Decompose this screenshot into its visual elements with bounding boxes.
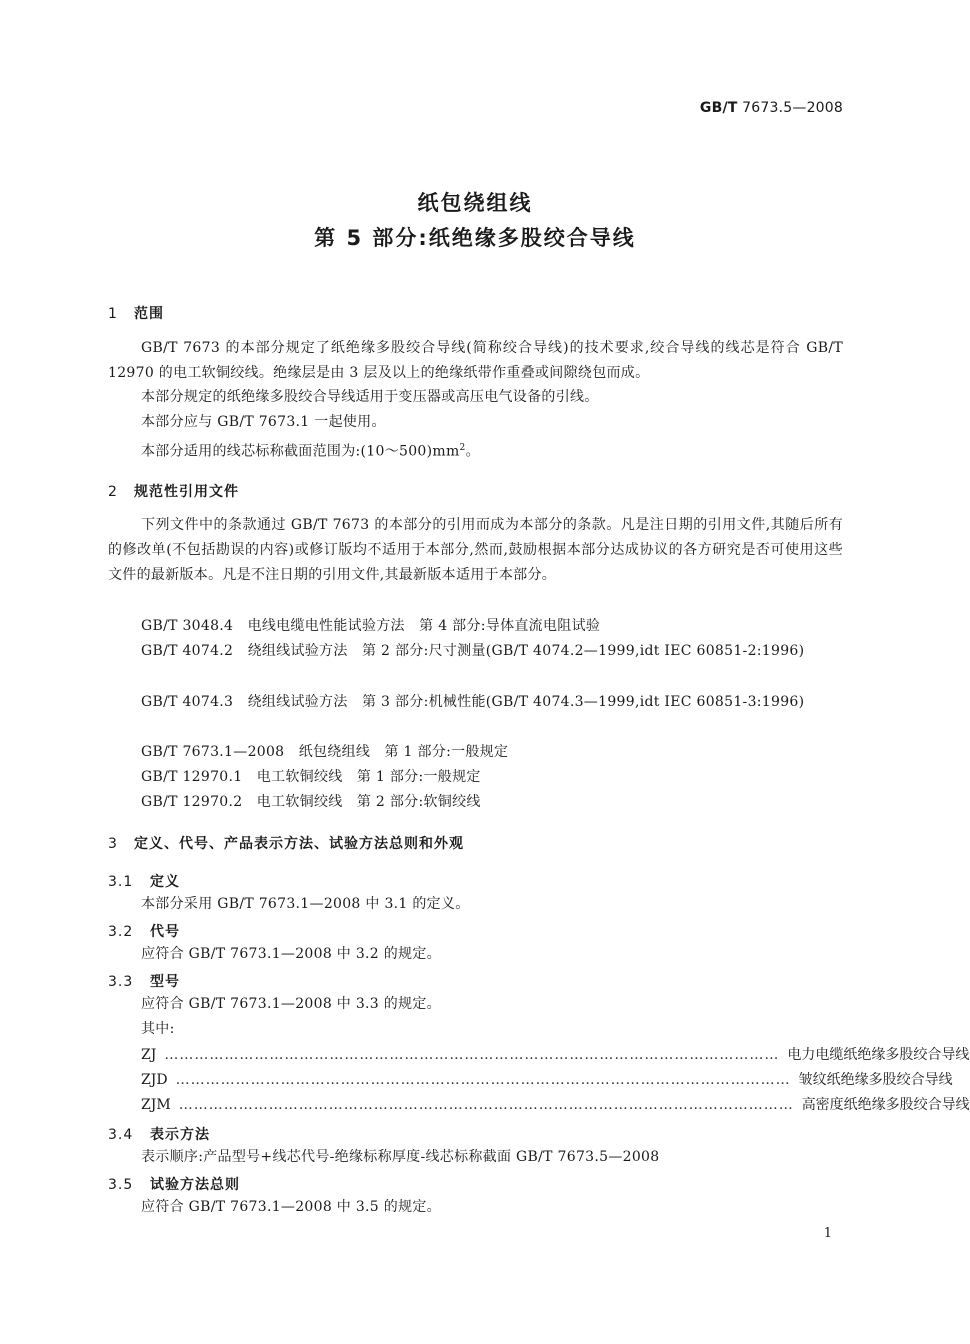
reference-item: GB/T 12970.2 电工软铜绞线 第 2 部分:软铜绞线 <box>141 794 481 810</box>
standard-number: 7673.5—2008 <box>737 100 843 116</box>
reference-item: GB/T 4074.3 绕组线试验方法 第 3 部分:机械性能(GB/T 4074.3—1999,idt IEC 60851-3:1996) <box>141 694 805 710</box>
subsection-3-1-heading <box>108 871 180 891</box>
section-2-heading <box>108 481 239 501</box>
reference-item: GB/T 3048.4 电线电缆电性能试验方法 第 4 部分:导体直流电阻试验 <box>141 618 601 634</box>
subsection-number: 3.3 <box>108 974 134 990</box>
section-1-heading <box>108 303 164 323</box>
section-1-paragraph-3: 本部分应与 GB/T 7673.1 一起使用。 <box>141 414 386 430</box>
type-description: 皱纹纸绝缘多股绞合导线 <box>798 1072 953 1088</box>
subsection-number: 3.4 <box>108 1127 134 1143</box>
subsection-number: 3.5 <box>108 1177 134 1193</box>
subsection-3-5-text: 应符合 GB/T 7673.1—2008 中 3.5 的规定。 <box>141 1199 441 1215</box>
section-1-paragraph-1: GB/T 7673 的本部分规定了纸绝缘多股绞合导线(简称绞合导线)的技术要求,绞合导线的线芯是符合 GB/T 12970 的电工软铜绞线。绝缘层是由 3 层及以上的绝缘纸带作重叠或间隙绕包而成。 <box>108 340 843 381</box>
section-title: 规范性引用文件 <box>134 484 239 500</box>
document-title: 纸包绕组线 <box>417 191 533 215</box>
reference-item: GB/T 7673.1—2008 纸包绕组线 第 1 部分:一般规定 <box>141 744 509 760</box>
section-1-paragraph-2: 本部分规定的纸绝缘多股绞合导线适用于变压器或高压电气设备的引线。 <box>141 389 599 405</box>
dot-leader: …………………………………………………………………………………………………………… <box>178 1097 794 1113</box>
type-description: 电力电缆纸绝缘多股绞合导线 <box>787 1047 970 1063</box>
section-2-paragraph: 下列文件中的条款通过 GB/T 7673 的本部分的引用而成为本部分的条款。凡是注日期的引用文件,其随后所有的修改单(不包括勘误的内容)或修订版均不适用于本部分,然而,鼓励根据本部分达成协议的各方研究是否可使用这些文件的最新版本。凡是不注日期的引用文件,其最新版本适用于本部分。 <box>108 517 843 583</box>
superscript: 2 <box>459 443 466 453</box>
type-code: ZJD <box>141 1072 168 1088</box>
subsection-3-2-text: 应符合 GB/T 7673.1—2008 中 3.2 的规定。 <box>141 946 441 962</box>
subsection-3-3-heading <box>108 971 180 991</box>
subsection-3-4-text: 表示顺序:产品型号+线芯代号-绝缘标称厚度-线芯标称截面 GB/T 7673.5—2008 <box>141 1149 660 1165</box>
standard-prefix: GB/T <box>699 100 738 116</box>
subsection-number: 3.1 <box>108 874 134 890</box>
subsection-3-1-text: 本部分采用 GB/T 7673.1—2008 中 3.1 的定义。 <box>141 896 470 912</box>
section-title: 定义、代号、产品表示方法、试验方法总则和外观 <box>134 836 464 852</box>
section-number: 3 <box>108 836 118 852</box>
reference-item: GB/T 12970.1 电工软铜绞线 第 1 部分:一般规定 <box>141 769 481 785</box>
section-number: 1 <box>108 306 118 322</box>
subsection-title: 试验方法总则 <box>150 1177 240 1193</box>
page-number: 1 <box>823 1226 832 1241</box>
dot-leader: …………………………………………………………………………………………………………… <box>175 1072 791 1088</box>
section-3-heading <box>108 833 464 853</box>
type-code-row <box>141 1068 953 1093</box>
subsection-number: 3.2 <box>108 924 134 940</box>
type-code-row <box>141 1043 970 1068</box>
subsection-title: 代号 <box>150 924 180 940</box>
reference-item: GB/T 4074.2 绕组线试验方法 第 2 部分:尺寸测量(GB/T 4074.2—1999,idt IEC 60851-2:1996) <box>141 643 805 659</box>
subsection-title: 定义 <box>150 874 180 890</box>
subsection-3-4-heading <box>108 1124 210 1144</box>
type-description: 高密度纸绝缘多股绞合导线 <box>801 1097 970 1113</box>
subsection-title: 型号 <box>150 974 180 990</box>
type-code-row <box>141 1093 970 1118</box>
range-text-end: 。 <box>465 443 480 460</box>
among-label: 其中: <box>141 1021 175 1037</box>
type-code: ZJM <box>141 1097 171 1113</box>
subsection-title: 表示方法 <box>150 1127 210 1143</box>
subsection-3-2-heading <box>108 921 180 941</box>
standard-code-header <box>700 100 843 116</box>
section-1-paragraph-4 <box>141 436 480 465</box>
section-title: 范围 <box>134 306 164 322</box>
document-subtitle: 第 5 部分:纸绝缘多股绞合导线 <box>314 226 636 250</box>
range-text: 本部分适用的线芯标称截面范围为:(10～500)mm <box>141 443 460 460</box>
subsection-3-5-heading <box>108 1174 240 1194</box>
subsection-3-3-text: 应符合 GB/T 7673.1—2008 中 3.3 的规定。 <box>141 996 441 1012</box>
section-number: 2 <box>108 484 118 500</box>
type-code: ZJ <box>141 1047 157 1063</box>
dot-leader: …………………………………………………………………………………………………………… <box>164 1047 780 1063</box>
